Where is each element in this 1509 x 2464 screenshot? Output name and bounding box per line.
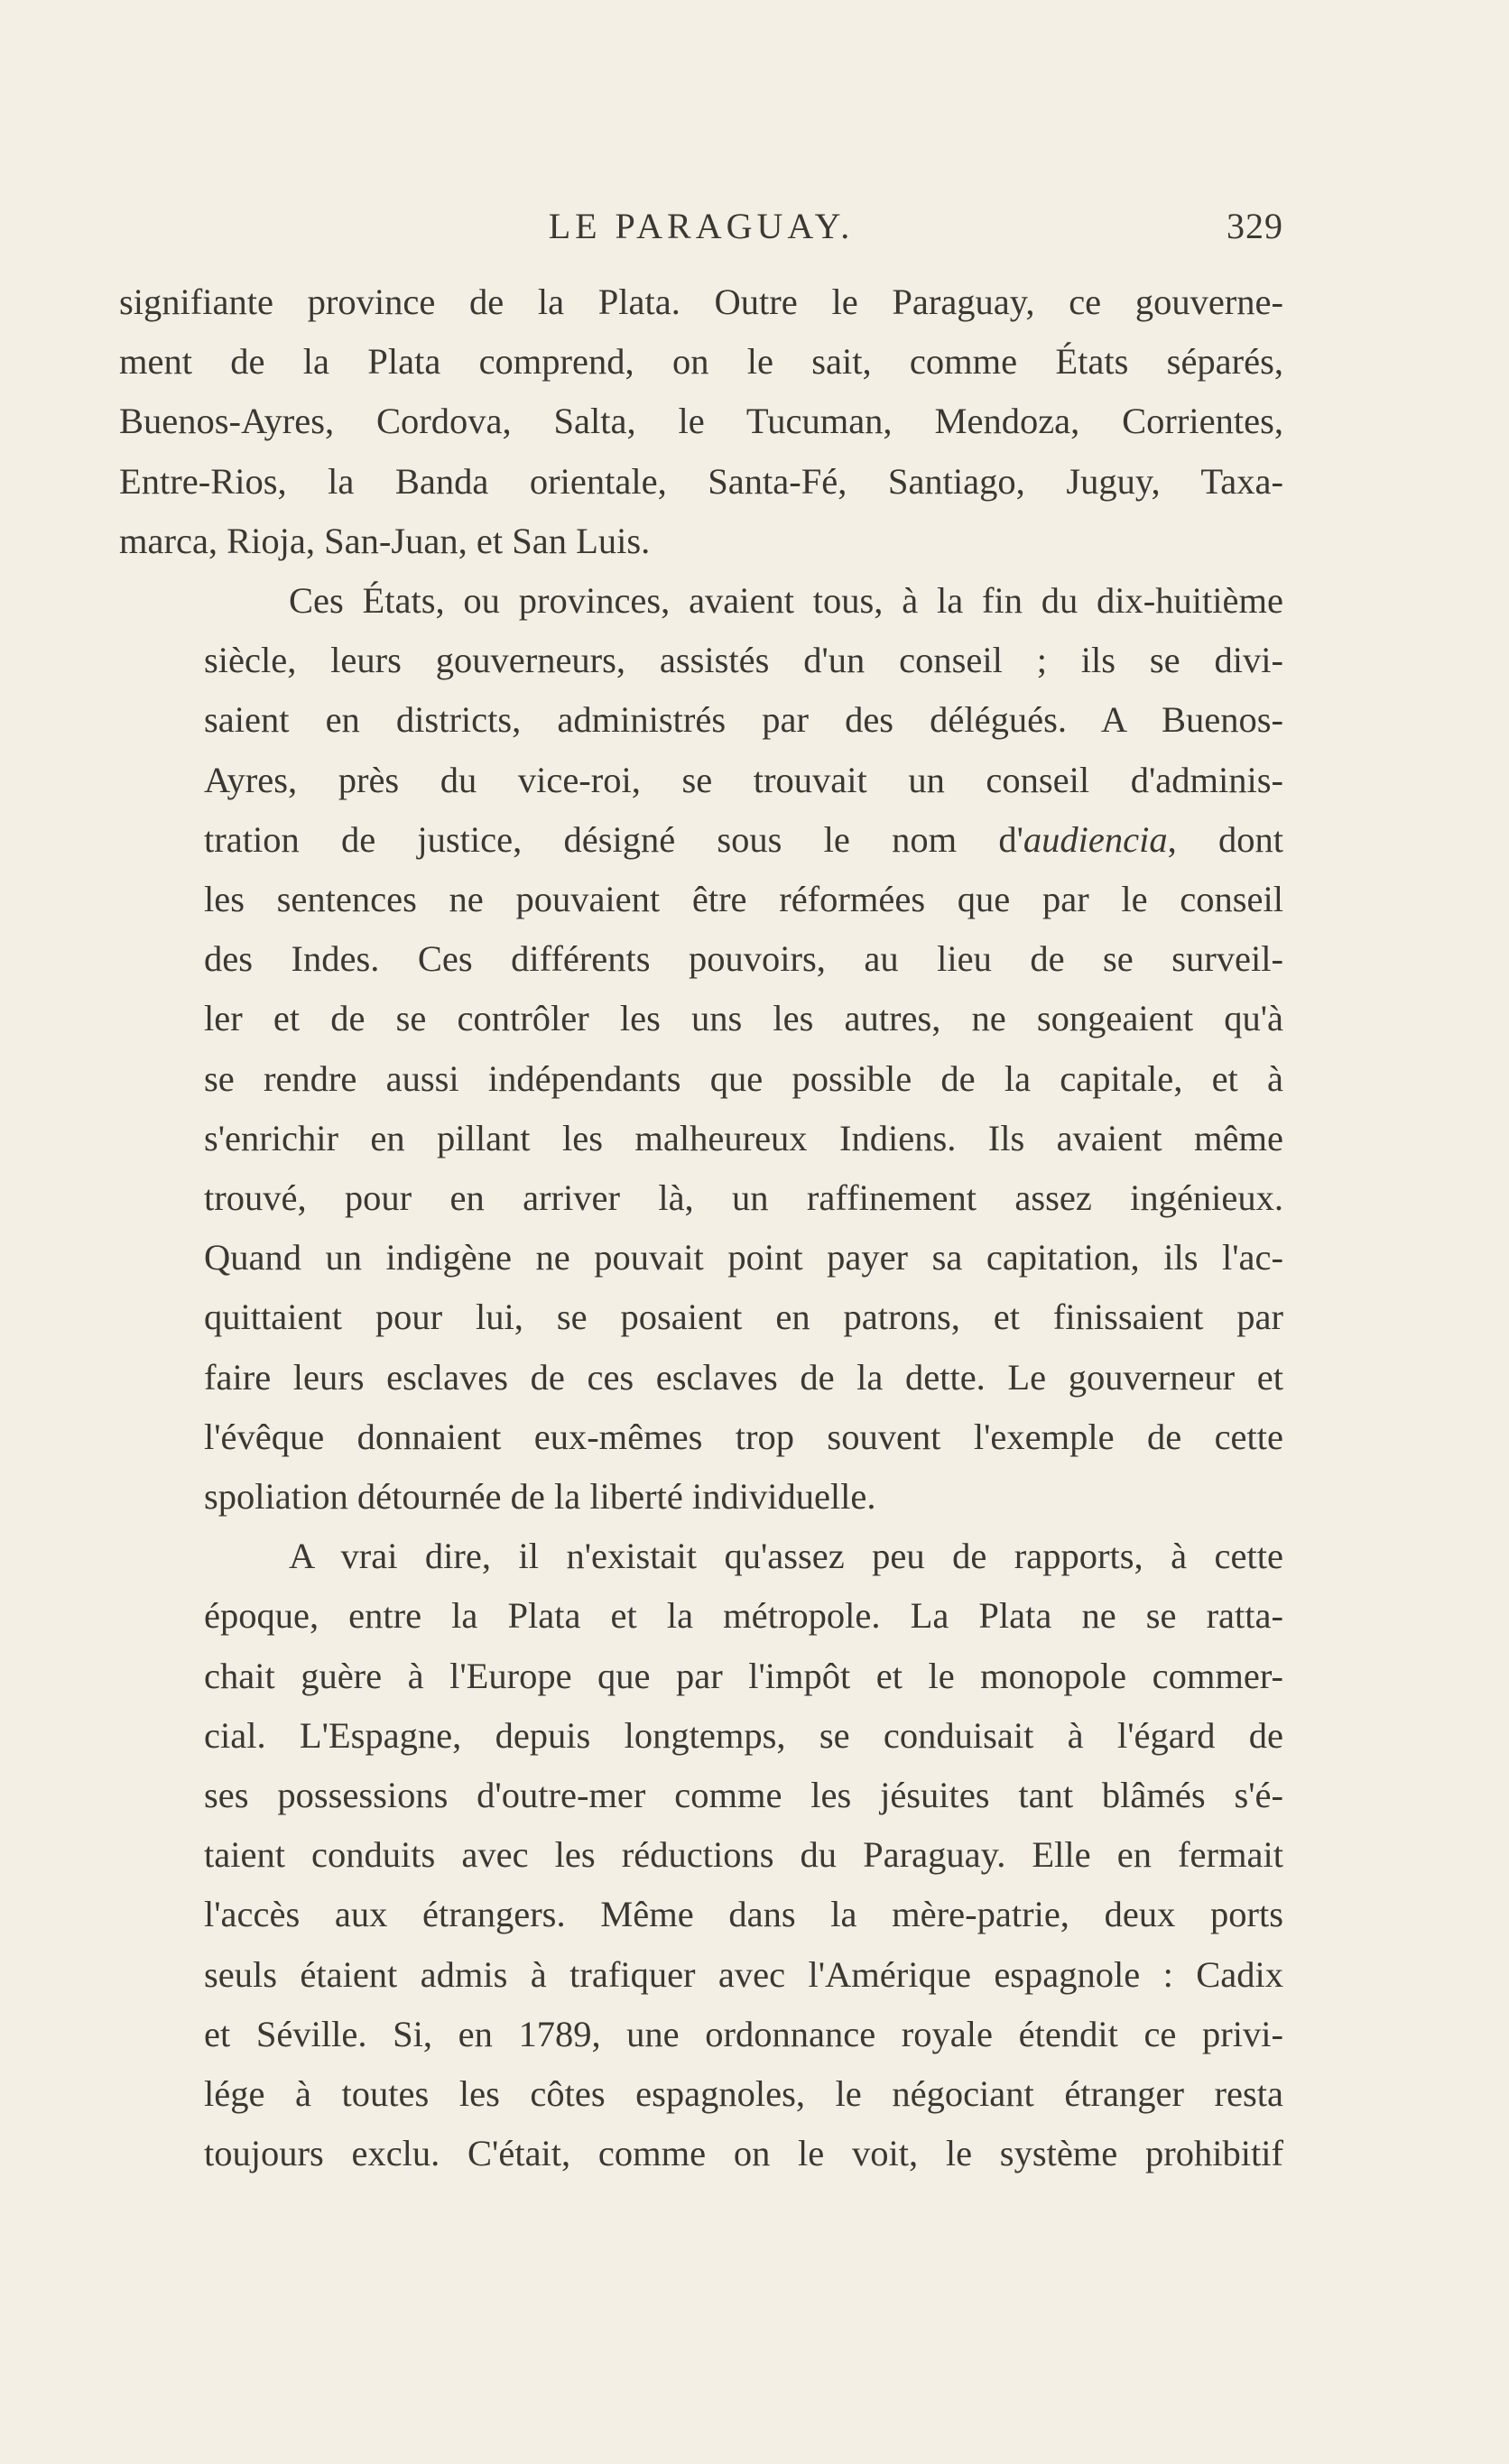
text-line: Ces États, ou provinces, avaient tous, à la fin du dix-huitième: [289, 580, 1283, 622]
text-segment: , dont: [1167, 818, 1283, 860]
page-number: 329: [1227, 206, 1283, 246]
text-line: se rendre aussi indépendants que possible de la capitale, et à: [204, 1057, 1283, 1099]
running-head: LE PARAGUAY.: [548, 206, 855, 246]
paragraph-1: [119, 272, 1283, 571]
paragraph-2: [119, 571, 1283, 1527]
text-line: saient en districts, administrés par des délégués. A Buenos-: [204, 699, 1283, 741]
text-line: et Séville. Si, en 1789, une ordonnance royale étendit ce privi-: [204, 2013, 1283, 2054]
text-line: taient conduits avec les réductions du Paraguay. Elle en fermait: [204, 1834, 1283, 1876]
text-line: Ayres, près du vice-roi, se trouvait un conseil d'adminis-: [204, 759, 1283, 800]
paragraph-3: [119, 1527, 1283, 2183]
text-line: Entre-Rios, la Banda orientale, Santa-Fé, Santiago, Juguy, Taxa-: [119, 460, 1283, 502]
text-line: toujours exclu. C'était, comme on le voit, le système prohibitif: [204, 2133, 1283, 2174]
page-header: [119, 204, 1283, 249]
text-line: l'évêque donnaient eux-mêmes trop souvent l'exemple de cette: [204, 1416, 1283, 1457]
text-line: ment de la Plata comprend, on le sait, comme États séparés,: [119, 341, 1283, 383]
text-line: chait guère à l'Europe que par l'impôt et le monopole commer-: [204, 1655, 1283, 1696]
text-line: les sentences ne pouvaient être réformées que par le conseil: [204, 879, 1283, 920]
body-text: [119, 272, 1283, 2184]
text-line: l'accès aux étrangers. Même dans la mère-patrie, deux ports: [204, 1894, 1283, 1935]
text-line: spoliation détournée de la liberté individuelle.: [204, 1476, 876, 1518]
italic-term: audiencia: [1023, 818, 1168, 860]
text-line: seuls étaient admis à trafiquer avec l'Amérique espagnole : Cadix: [204, 1953, 1283, 1995]
text-line: lége à toutes les côtes espagnoles, le négociant étranger resta: [204, 2073, 1283, 2115]
text-line: ler et de se contrôler les uns les autres, ne songeaient qu'à: [204, 998, 1283, 1039]
text-line: ses possessions d'outre-mer comme les jésuites tant blâmés s'é-: [204, 1775, 1283, 1816]
text-line-with-italic: [119, 810, 1283, 870]
text-line: quittaient pour lui, se posaient en patrons, et finissaient par: [204, 1297, 1283, 1338]
text-line: cial. L'Espagne, depuis longtemps, se conduisait à l'égard de: [204, 1714, 1283, 1756]
text-line: époque, entre la Plata et la métropole. La Plata ne se ratta-: [204, 1595, 1283, 1637]
text-line: signifiante province de la Plata. Outre le Paraguay, ce gouverne-: [119, 281, 1283, 322]
text-segment: tration de justice, désigné sous le nom d': [204, 818, 1023, 860]
text-line: marca, Rioja, San-Juan, et San Luis.: [119, 520, 651, 561]
text-line: Buenos-Ayres, Cordova, Salta, le Tucuman, Mendoza, Corrientes,: [119, 401, 1283, 442]
text-line: des Indes. Ces différents pouvoirs, au lieu de se surveil-: [204, 938, 1283, 980]
text-line: s'enrichir en pillant les malheureux Indiens. Ils avaient même: [204, 1117, 1283, 1158]
text-line: trouvé, pour en arriver là, un raffinement assez ingénieux.: [204, 1177, 1283, 1219]
text-line: siècle, leurs gouverneurs, assistés d'un conseil ; ils se divi-: [204, 640, 1283, 681]
text-line: faire leurs esclaves de ces esclaves de la dette. Le gouverneur et: [204, 1356, 1283, 1398]
text-line: Quand un indigène ne pouvait point payer sa capitation, ils l'ac-: [204, 1237, 1283, 1278]
text-line: A vrai dire, il n'existait qu'assez peu de rapports, à cette: [289, 1536, 1283, 1577]
